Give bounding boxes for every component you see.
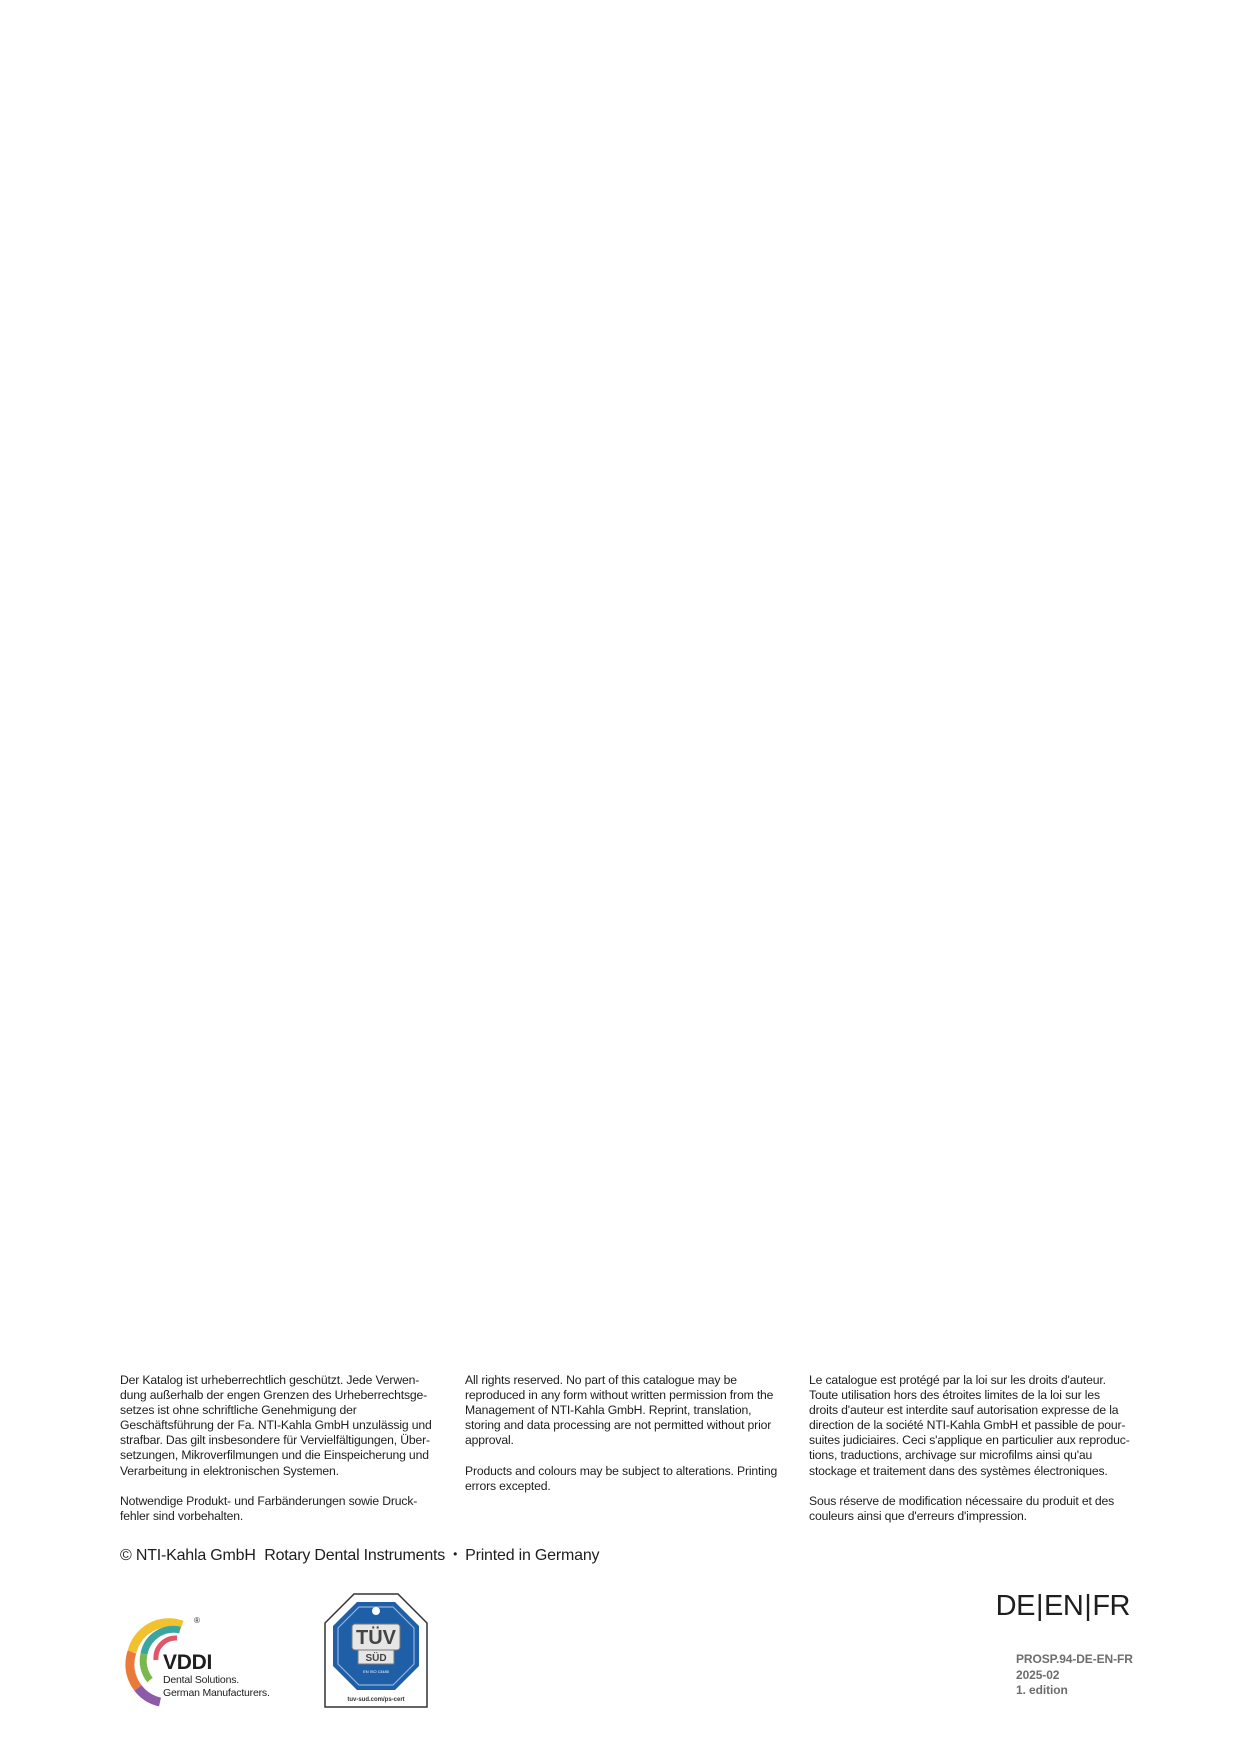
text-line: droits d'auteur est interdite sauf autorisation expresse de la <box>809 1403 1119 1418</box>
language-de: DE <box>995 1590 1035 1622</box>
tuv-standard-text: EN ISO 13485 <box>363 1669 389 1674</box>
tuv-sud-seal-icon <box>324 1593 428 1708</box>
legal-fr-paragraph-1 <box>809 1373 1130 1479</box>
legal-notice-fr <box>809 1373 1130 1539</box>
text-line: Products and colours may be subject to alterations. Printing <box>465 1463 778 1478</box>
tuv-bottom-text: SÜD <box>365 1653 387 1664</box>
tuv-top-text: TÜV <box>356 1627 396 1649</box>
text-line: Der Katalog ist urheberrechtlich geschützt. Jede Verwen- <box>120 1373 420 1387</box>
language-codes <box>996 1590 1130 1623</box>
language-en: EN <box>1043 1590 1084 1622</box>
text-line: Sous réserve de modification nécessaire du produit et des <box>809 1493 1115 1508</box>
text-line: approval. <box>465 1433 514 1448</box>
tuv-url-text: tuv-sud.com/ps-cert <box>347 1697 405 1703</box>
bullet-separator: • <box>453 1547 458 1561</box>
text-line: errors excepted. <box>465 1478 551 1493</box>
copyright-text: © NTI-Kahla GmbH Rotary Dental Instruments <box>120 1547 446 1564</box>
text-line: dung außerhalb der engen Grenzen des Urheberrechtsge- <box>120 1388 428 1403</box>
text-line: Notwendige Produkt- und Farbänderungen sowie Druck- <box>120 1493 418 1508</box>
vddi-tagline-1: Dental Solutions. <box>163 1674 239 1686</box>
legal-fr-paragraph-2 <box>809 1494 1130 1524</box>
copyright-line <box>120 1547 599 1565</box>
edition-info <box>1016 1652 1133 1699</box>
vddi-name: VDDI <box>163 1651 212 1674</box>
text-line: tions, traductions, archivage sur microfilms ainsi qu'au <box>809 1448 1093 1463</box>
text-line: Management of NTI-Kahla GmbH. Reprint, translation, <box>465 1403 752 1418</box>
text-line: setzungen, Mikroverfilmungen und die Einspeicherung und <box>120 1448 429 1463</box>
legal-en-paragraph-1 <box>465 1373 777 1448</box>
language-fr: FR <box>1092 1590 1130 1622</box>
legal-de-paragraph-1 <box>120 1373 432 1479</box>
language-separator: | <box>1035 1590 1043 1622</box>
edition-number: 1. edition <box>1016 1683 1068 1697</box>
registered-mark: ® <box>194 1616 200 1625</box>
text-line: couleurs ainsi que d'erreurs d'impression. <box>809 1508 1027 1523</box>
text-line: strafbar. Das gilt insbesondere für Vervielfältigungen, Über- <box>120 1433 430 1448</box>
text-line: Le catalogue est protégé par la loi sur les droits d'auteur. <box>809 1373 1106 1387</box>
text-line: suites judiciaires. Ceci s'applique en particulier aux reproduc- <box>809 1433 1130 1448</box>
legal-de-paragraph-2 <box>120 1494 432 1524</box>
text-line: Toute utilisation hors des étroites limites de la loi sur les <box>809 1388 1100 1403</box>
printed-in-text: Printed in Germany <box>465 1547 600 1564</box>
brochure-code: PROSP.94-DE-EN-FR <box>1016 1652 1133 1666</box>
text-line: storing and data processing are not permitted without prior <box>465 1418 772 1433</box>
text-line: reproduced in any form without written permission from the <box>465 1388 774 1403</box>
edition-date: 2025-02 <box>1016 1667 1060 1682</box>
language-separator: | <box>1084 1590 1092 1622</box>
text-line: setzes ist ohne schriftliche Genehmigung der <box>120 1403 357 1418</box>
text-line: Geschäftsführung der Fa. NTI-Kahla GmbH unzulässig und <box>120 1418 432 1433</box>
text-line: All rights reserved. No part of this catalogue may be <box>465 1373 737 1387</box>
text-line: fehler sind vorbehalten. <box>120 1508 244 1523</box>
text-line: stockage et traitement dans des systèmes électroniques. <box>809 1463 1108 1478</box>
text-line: Verarbeitung in elektronischen Systemen. <box>120 1463 339 1478</box>
legal-notice-en <box>465 1373 777 1509</box>
legal-notice-de <box>120 1373 432 1539</box>
vddi-text-block <box>163 1652 270 1699</box>
text-line: direction de la société NTI-Kahla GmbH et passible de pour- <box>809 1418 1126 1433</box>
vddi-tagline-2: German Manufacturers. <box>163 1686 270 1699</box>
legal-en-paragraph-2 <box>465 1464 777 1494</box>
